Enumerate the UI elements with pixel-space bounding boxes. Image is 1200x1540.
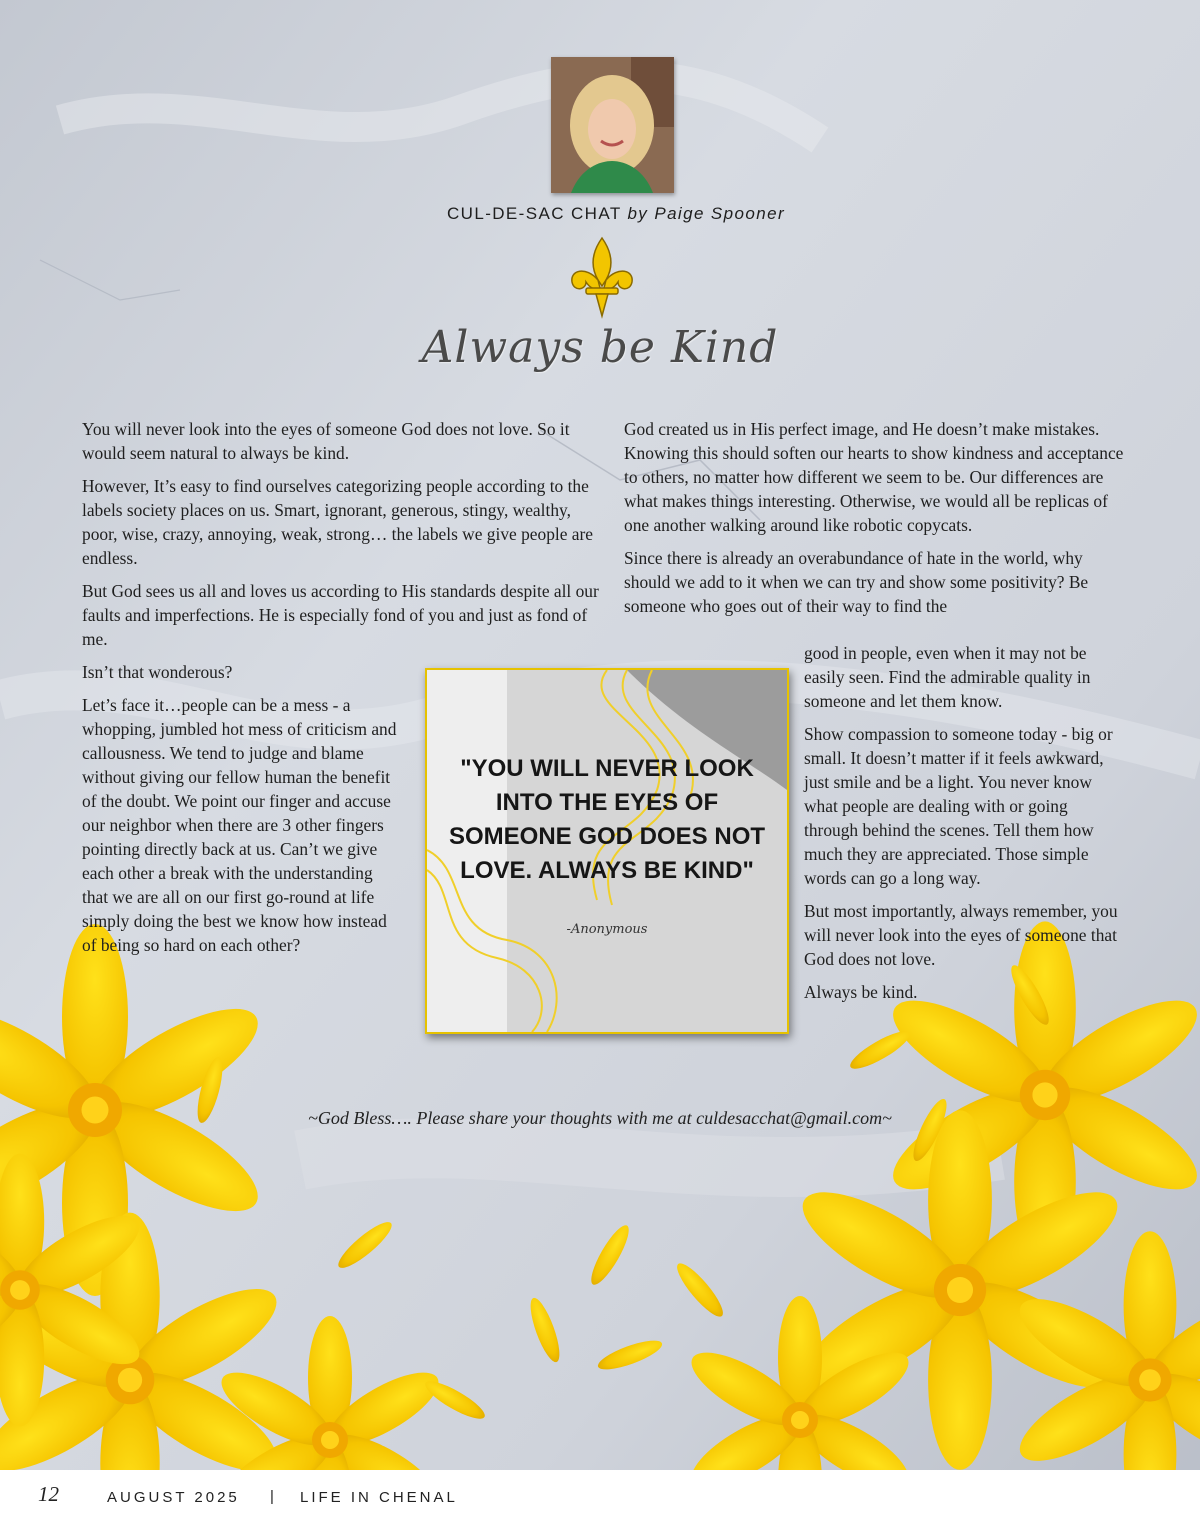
fleur-de-lis-icon — [566, 236, 638, 320]
quote-text: "YOU WILL NEVER LOOK INTO THE EYES OF SOMEONE GOD DOES NOT LOVE. ALWAYS BE KIND" — [448, 755, 766, 884]
column-name: CUL-DE-SAC CHAT — [446, 204, 622, 223]
article-title: Always be Kind — [421, 322, 779, 373]
paragraph: But God sees us all and loves us according to His standards despite all our faults and imperfections. He is especially fond of you and just as fond of me. — [82, 581, 599, 649]
paragraph: Since there is already an overabundance of hate in the world, why should we add to it when we can try and show some positivity? Be someone who goes out of their way to find the — [624, 548, 1089, 616]
paragraph: But most importantly, always remember, you will never look into the eyes of someone that God does not love. — [804, 901, 1118, 969]
author-portrait-icon — [551, 57, 674, 193]
quote-card — [425, 668, 789, 1034]
page-number: 12 — [38, 1482, 59, 1506]
paragraph: You will never look into the eyes of someone God does not love. So it would seem natural to always be kind. — [82, 419, 570, 463]
footer-separator: | — [270, 1488, 274, 1505]
paragraph: Let’s face it…people can be a mess - a whopping, jumbled hot mess of criticism and callousness. We tend to judge and blame without giving our fellow human the benefit of the doubt. We point our finger and accuse our neighbor when there are 3 other fingers pointing directly back at us. Can’t we give each other a break with the understanding that we are all on our first go-round at life simply doing the best we know how instead of being so hard on each other? — [82, 695, 397, 955]
signoff-line: ~God Bless…. Please share your thoughts with me at culdesacchat@gmail.com~ — [308, 1108, 892, 1128]
paragraph: Always be kind. — [804, 982, 918, 1002]
author-photo — [551, 57, 674, 193]
quote-attribution: -Anonymous — [566, 922, 648, 937]
paragraph: Show compassion to someone today - big or small. It doesn’t matter if it feels awkward, just smile and be a light. You never know what people are dealing with or going through behind the scenes. Tell them how much they are appreciated. Those simple words can go a long way. — [804, 724, 1113, 888]
article-right-column — [624, 417, 1124, 627]
issue-date: AUGUST 2025 — [107, 1489, 240, 1506]
paragraph: good in people, even when it may not be easily seen. Find the admirable quality in someone and let them know. — [804, 643, 1091, 711]
magazine-name: LIFE IN CHENAL — [300, 1489, 458, 1506]
page-footer — [0, 1470, 1200, 1540]
paragraph: God created us in His perfect image, and He doesn’t make mistakes. Knowing this should soften our hearts to show kindness and acceptance to others, no matter how different we seem to be. Our differences are what makes things interesting. Otherwise, we would all be replicas of one another walking around like robotic copycats. — [624, 419, 1124, 535]
paragraph: Isn’t that wonderous? — [82, 662, 233, 682]
paragraph: However, It’s easy to find ourselves categorizing people according to the labels society places on us. Smart, ignorant, generous, stingy, wealthy, poor, wise, crazy, annoying, weak, strong… the labels we give people are endless. — [82, 476, 594, 568]
author-byline: by Paige Spooner — [627, 204, 786, 223]
article-right-column-lower — [804, 641, 1126, 1013]
column-byline — [300, 204, 932, 224]
